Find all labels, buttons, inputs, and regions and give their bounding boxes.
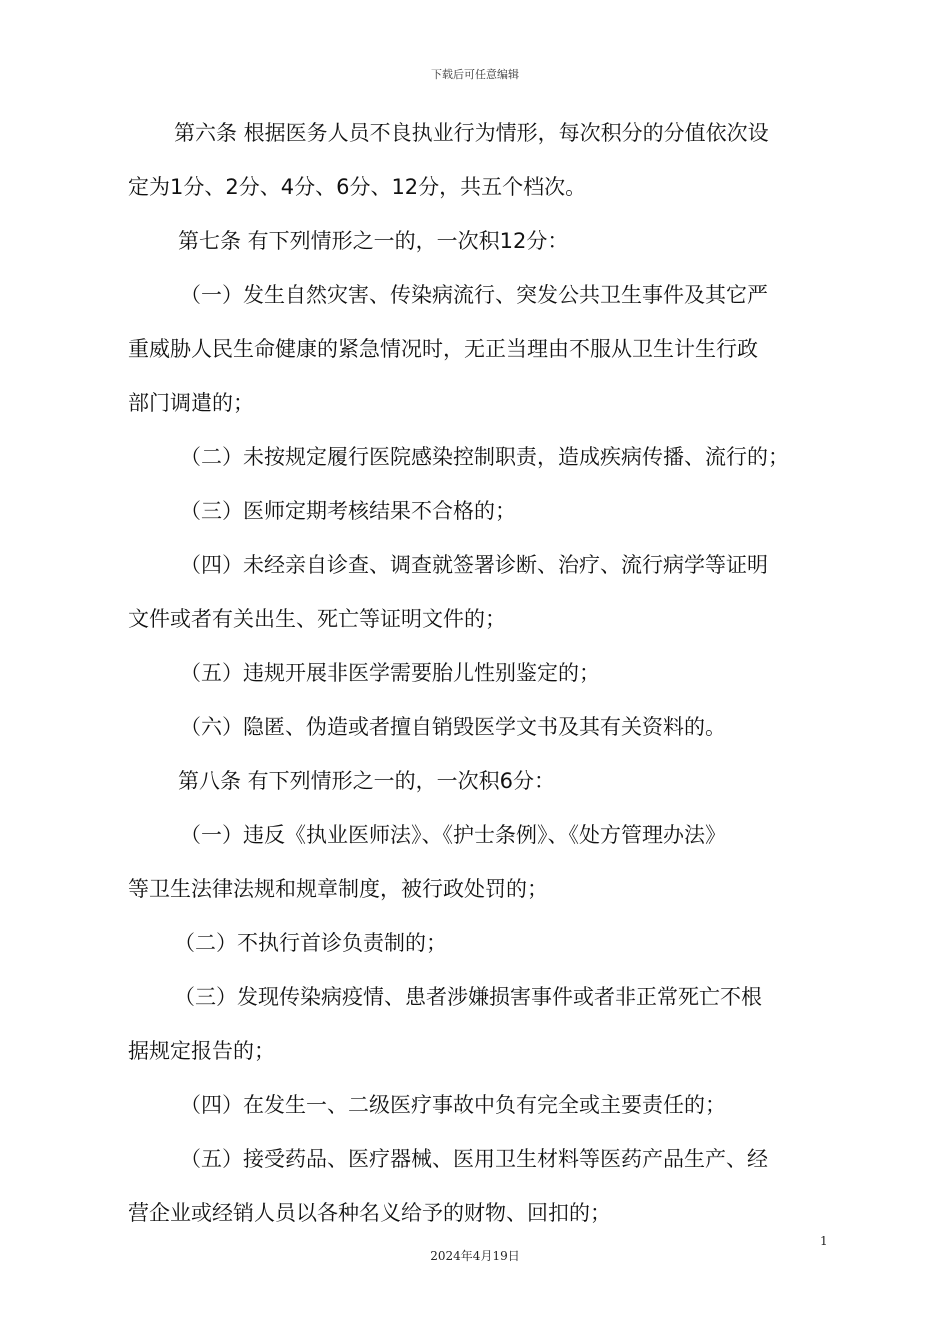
document-line: 据规定报告的； xyxy=(128,1039,275,1063)
document-line: （五）违规开展非医学需要胎儿性别鉴定的； xyxy=(180,661,600,685)
document-line: （四）在发生一、二级医疗事故中负有完全或主要责任的； xyxy=(180,1093,726,1117)
document-line: 第六条 根据医务人员不良执业行为情形，每次积分的分值依次设 xyxy=(174,121,769,145)
document-line: （一）违反《执业医师法》、《护士条例》、《处方管理办法》 xyxy=(180,823,726,847)
document-line: （五）接受药品、医疗器械、医用卫生材料等医药产品生产、经 xyxy=(180,1147,768,1171)
document-line: （一）发生自然灾害、传染病流行、突发公共卫生事件及其它严 xyxy=(180,283,768,307)
page-header: 下载后可任意编辑 xyxy=(431,68,519,81)
document-line: （二）不执行首诊负责制的； xyxy=(174,931,447,955)
document-line: （三）发现传染病疫情、患者涉嫌损害事件或者非正常死亡不根 xyxy=(174,985,762,1009)
document-line: 重威胁人民生命健康的紧急情况时，无正当理由不服从卫生计生行政 xyxy=(128,337,758,361)
document-line: 营企业或经销人员以各种名义给予的财物、回扣的； xyxy=(128,1201,611,1225)
page-number: 1 xyxy=(820,1234,828,1248)
document-line: 第七条 有下列情形之一的，一次积12分： xyxy=(178,229,569,253)
document-line: 等卫生法律法规和规章制度，被行政处罚的； xyxy=(128,877,548,901)
document-line: （二）未按规定履行医院感染控制职责，造成疾病传播、流行的； xyxy=(180,445,789,469)
document-line: （三）医师定期考核结果不合格的； xyxy=(180,499,516,523)
footer-date: 2024年4月19日 xyxy=(430,1249,520,1263)
document-body xyxy=(128,106,840,1240)
document-line: 部门调遣的； xyxy=(128,391,254,415)
document-line: 文件或者有关出生、死亡等证明文件的； xyxy=(128,607,506,631)
document-line: 第八条 有下列情形之一的，一次积6分： xyxy=(178,769,556,793)
document-line: （四）未经亲自诊查、调查就签署诊断、治疗、流行病学等证明 xyxy=(180,553,768,577)
document-line: （六）隐匿、伪造或者擅自销毁医学文书及其有关资料的。 xyxy=(180,715,726,739)
document-line: 定为1分、2分、4分、6分、12分，共五个档次。 xyxy=(128,175,587,199)
